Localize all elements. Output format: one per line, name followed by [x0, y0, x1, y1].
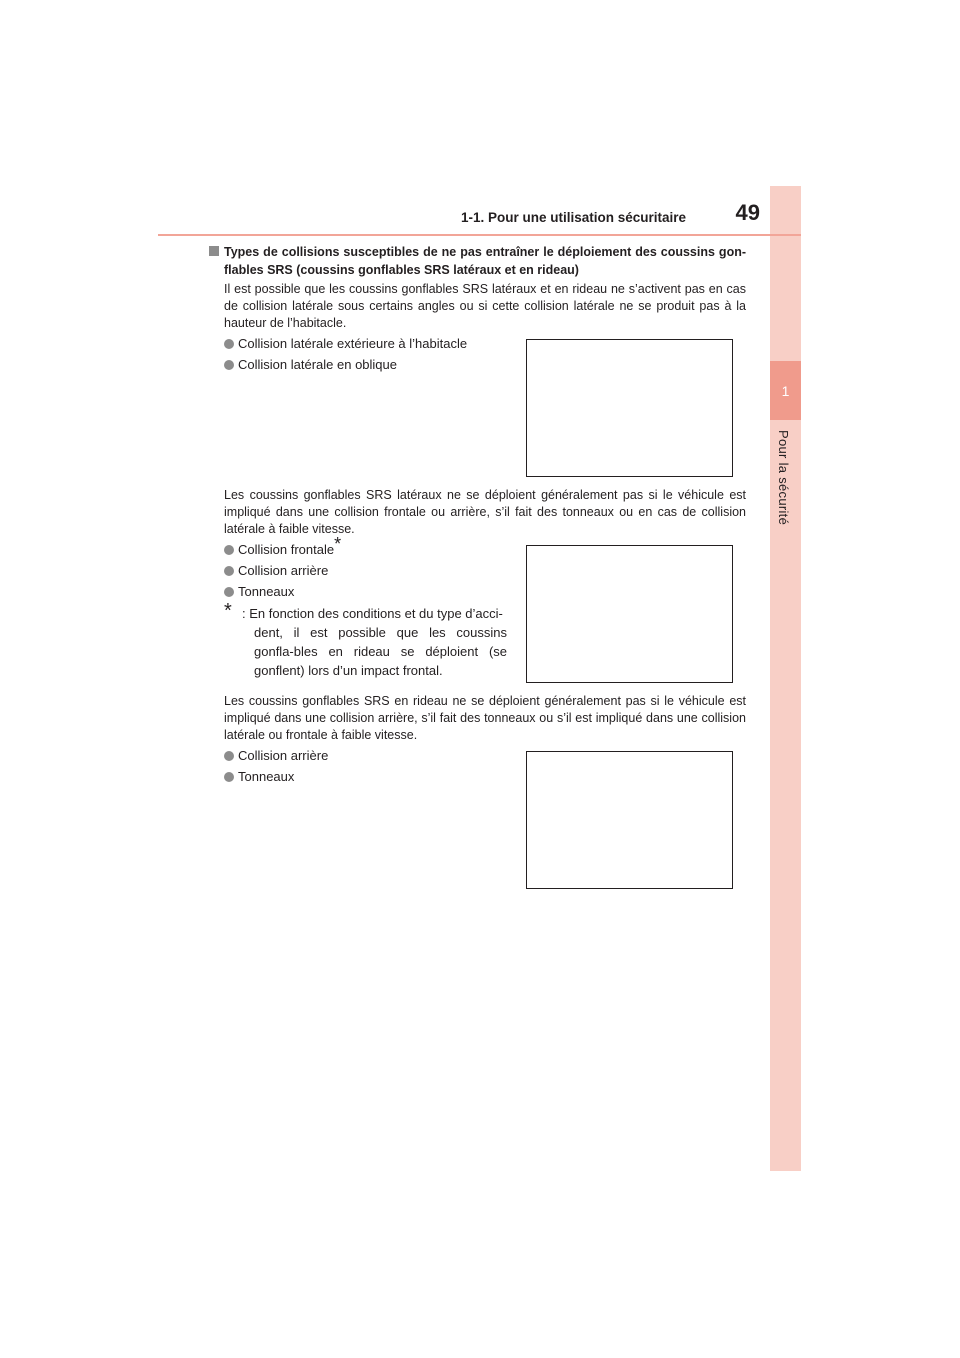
- list-item-text: Collision arrière: [238, 563, 329, 578]
- list-item: [224, 747, 328, 765]
- list-item: [224, 562, 328, 580]
- list-item-text: Collision arrière: [238, 748, 329, 763]
- illustration-side-collision: [526, 339, 733, 477]
- list-item: [224, 768, 294, 786]
- list-item: [224, 356, 397, 374]
- bullet-dot-icon: [224, 339, 234, 349]
- list-item-text: Collision frontale: [238, 542, 335, 557]
- illustration-rear-rollover: [526, 751, 733, 889]
- list-item-text: Tonneaux: [238, 584, 295, 599]
- bullet-dot-icon: [224, 772, 234, 782]
- footnote-marker: *: [334, 534, 342, 554]
- footnote-star: *: [224, 600, 232, 622]
- page-number: 49: [735, 200, 760, 225]
- bullet-dot-icon: [224, 751, 234, 761]
- chapter-side-tab: [770, 186, 801, 1171]
- footnote-body: dent, il est possible que les coussins gonfla-bles en rideau se déploient (se gonflent) lors d’un impact frontal.: [254, 625, 507, 678]
- section-square-icon: [209, 246, 219, 256]
- chapter-label: Pour la sécurité: [776, 430, 791, 526]
- bullet-dot-icon: [224, 545, 234, 555]
- list-item-text: Collision latérale extérieure à l’habitacle: [238, 336, 468, 351]
- list-item: [224, 583, 294, 601]
- bullet-dot-icon: [224, 360, 234, 370]
- curtain-airbag-paragraph: Les coussins gonflables SRS en rideau ne se déploient généralement pas si le véhicule est impliqué dans une collision arrière, s’il fait des tonneaux ou s’il est impliqué dans une collision latérale ou frontale à faible vitesse.: [224, 694, 746, 742]
- side-airbag-paragraph: Les coussins gonflables SRS latéraux ne se déploient généralement pas si le véhicule est impliqué dans une collision frontale ou arrière, s’il fait des tonneaux ou en cas de collision latérale à faible vitesse.: [224, 488, 746, 536]
- section-heading: Types de collisions susceptibles de ne pas entraîner le déploiement des coussins gon-flables SRS (coussins gonflables SRS latéraux et en rideau): [224, 245, 746, 277]
- running-header-title: 1-1. Pour une utilisation sécuritaire: [460, 210, 686, 225]
- list-item: [224, 335, 467, 353]
- footnote-lead: : En fonction des conditions et du type d’acci-: [242, 606, 503, 621]
- bullet-dot-icon: [224, 587, 234, 597]
- bullet-dot-icon: [224, 566, 234, 576]
- list-item-text: Collision latérale en oblique: [238, 357, 397, 372]
- illustration-front-rear-rollover: [526, 545, 733, 683]
- list-item: [224, 534, 342, 559]
- chapter-number: 1: [770, 361, 801, 420]
- intro-paragraph: Il est possible que les coussins gonflables SRS latéraux et en rideau ne s’activent pas en cas de collision latérale sous certains angles ou si cette collision latérale ne se produit pas à la hauteur de l’habitacle.: [224, 282, 746, 330]
- list-item-text: Tonneaux: [238, 769, 295, 784]
- header-rule: [158, 234, 801, 236]
